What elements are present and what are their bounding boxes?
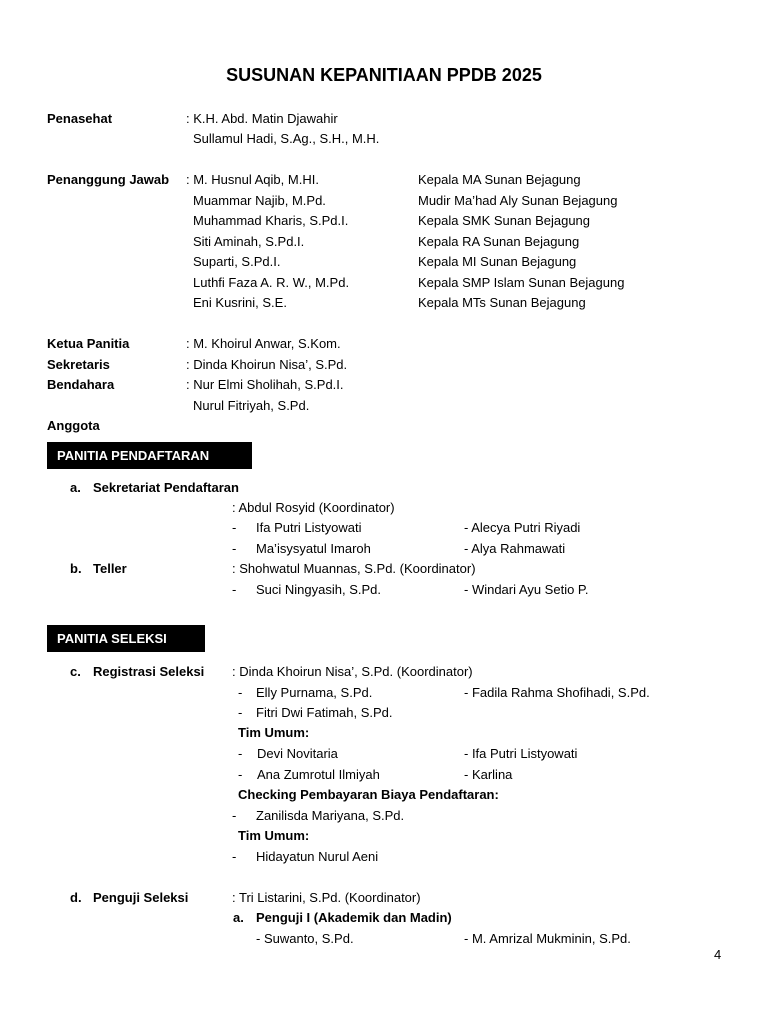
pj-role: Kepala RA Sunan Bejagung	[418, 234, 580, 249]
member-name: Zanilisda Mariyana, S.Pd.	[256, 808, 405, 823]
member-name: - M. Amrizal Mukminin, S.Pd.	[464, 931, 631, 946]
member-name: Ifa Putri Listyowati	[256, 520, 362, 535]
ketua-name: : M. Khoirul Anwar, S.Kom.	[186, 336, 341, 351]
bendahara-name-1: : Nur Elmi Sholihah, S.Pd.I.	[186, 377, 344, 392]
pj-role: Kepala MI Sunan Bejagung	[418, 254, 577, 269]
sekretariat-coordinator: : Abdul Rosyid (Koordinator)	[232, 500, 395, 515]
section-header-pendaftaran: PANITIA PENDAFTARAN	[47, 442, 252, 469]
item-letter: b.	[70, 561, 82, 576]
list-dash: -	[238, 767, 243, 782]
sub-letter: a.	[233, 910, 244, 925]
member-name: - Karlina	[464, 767, 513, 782]
section-header-seleksi: PANITIA SELEKSI	[47, 625, 205, 652]
penasehat-name-2: Sullamul Hadi, S.Ag., S.H., M.H.	[193, 131, 380, 146]
sekretaris-name: : Dinda Khoirun Nisa’, S.Pd.	[186, 357, 348, 372]
list-dash: -	[232, 808, 237, 823]
bendahara-name-2: Nurul Fitriyah, S.Pd.	[193, 398, 310, 413]
pj-role: Kepala MTs Sunan Bejagung	[418, 295, 586, 310]
pj-name: Siti Aminah, S.Pd.I.	[193, 234, 305, 249]
tim-umum-label: Tim Umum:	[238, 828, 310, 843]
penguji-label: Penguji Seleksi	[93, 890, 189, 905]
member-name: - Fadila Rahma Shofihadi, S.Pd.	[464, 685, 650, 700]
member-name: Elly Purnama, S.Pd.	[256, 685, 373, 700]
member-name: Hidayatun Nurul Aeni	[256, 849, 379, 864]
item-letter: d.	[70, 890, 82, 905]
member-name: - Ifa Putri Listyowati	[464, 746, 578, 761]
bendahara-label: Bendahara	[47, 377, 115, 392]
anggota-label: Anggota	[47, 418, 100, 433]
pj-name: Luthfi Faza A. R. W., M.Pd.	[193, 275, 350, 290]
penanggung-jawab-label: Penanggung Jawab	[47, 172, 170, 187]
list-dash: -	[238, 705, 243, 720]
member-name: - Alya Rahmawati	[464, 541, 566, 556]
member-name: - Alecya Putri Riyadi	[464, 520, 581, 535]
tim-umum-label: Tim Umum:	[238, 725, 310, 740]
list-dash: -	[232, 582, 237, 597]
member-name: Ana Zumrotul Ilmiyah	[257, 767, 380, 782]
pj-name: Muhammad Kharis, S.Pd.I.	[193, 213, 349, 228]
member-name: Fitri Dwi Fatimah, S.Pd.	[256, 705, 393, 720]
pj-role: Kepala SMK Sunan Bejagung	[418, 213, 591, 228]
member-name: Ma’isysyatul Imaroh	[256, 541, 371, 556]
list-dash: -	[238, 746, 243, 761]
registrasi-label: Registrasi Seleksi	[93, 664, 205, 679]
penguji-1-label: Penguji I (Akademik dan Madin)	[256, 910, 452, 925]
registrasi-coordinator: : Dinda Khoirun Nisa’, S.Pd. (Koordinator)	[232, 664, 473, 679]
member-name: - Windari Ayu Setio P.	[464, 582, 589, 597]
member-name: - Suwanto, S.Pd.	[256, 931, 354, 946]
penasehat-name-1: : K.H. Abd. Matin Djawahir	[186, 111, 338, 126]
pj-role: Kepala SMP Islam Sunan Bejagung	[418, 275, 625, 290]
pj-name: Eni Kusrini, S.E.	[193, 295, 287, 310]
pj-name: Muammar Najib, M.Pd.	[193, 193, 326, 208]
penguji-coordinator: : Tri Listarini, S.Pd. (Koordinator)	[232, 890, 421, 905]
pj-role: Mudir Ma’had Aly Sunan Bejagung	[418, 193, 618, 208]
item-letter: a.	[70, 480, 81, 495]
pj-name: Suparti, S.Pd.I.	[193, 254, 281, 269]
sekretariat-label: Sekretariat Pendaftaran	[93, 480, 239, 495]
penasehat-label: Penasehat	[47, 111, 113, 126]
pj-role: Kepala MA Sunan Bejagung	[418, 172, 581, 187]
ketua-label: Ketua Panitia	[47, 336, 130, 351]
checking-label: Checking Pembayaran Biaya Pendaftaran:	[238, 787, 499, 802]
pj-name: : M. Husnul Aqib, M.HI.	[186, 172, 319, 187]
page-number: 4	[714, 947, 722, 962]
member-name: Devi Novitaria	[257, 746, 338, 761]
list-dash: -	[232, 849, 237, 864]
list-dash: -	[232, 541, 237, 556]
teller-coordinator: : Shohwatul Muannas, S.Pd. (Koordinator)	[232, 561, 476, 576]
teller-label: Teller	[93, 561, 127, 576]
list-dash: -	[232, 520, 237, 535]
item-letter: c.	[70, 664, 81, 679]
list-dash: -	[238, 685, 243, 700]
sekretaris-label: Sekretaris	[47, 357, 110, 372]
member-name: Suci Ningyasih, S.Pd.	[256, 582, 382, 597]
page-title: SUSUNAN KEPANITIAAN PPDB 2025	[226, 65, 542, 85]
